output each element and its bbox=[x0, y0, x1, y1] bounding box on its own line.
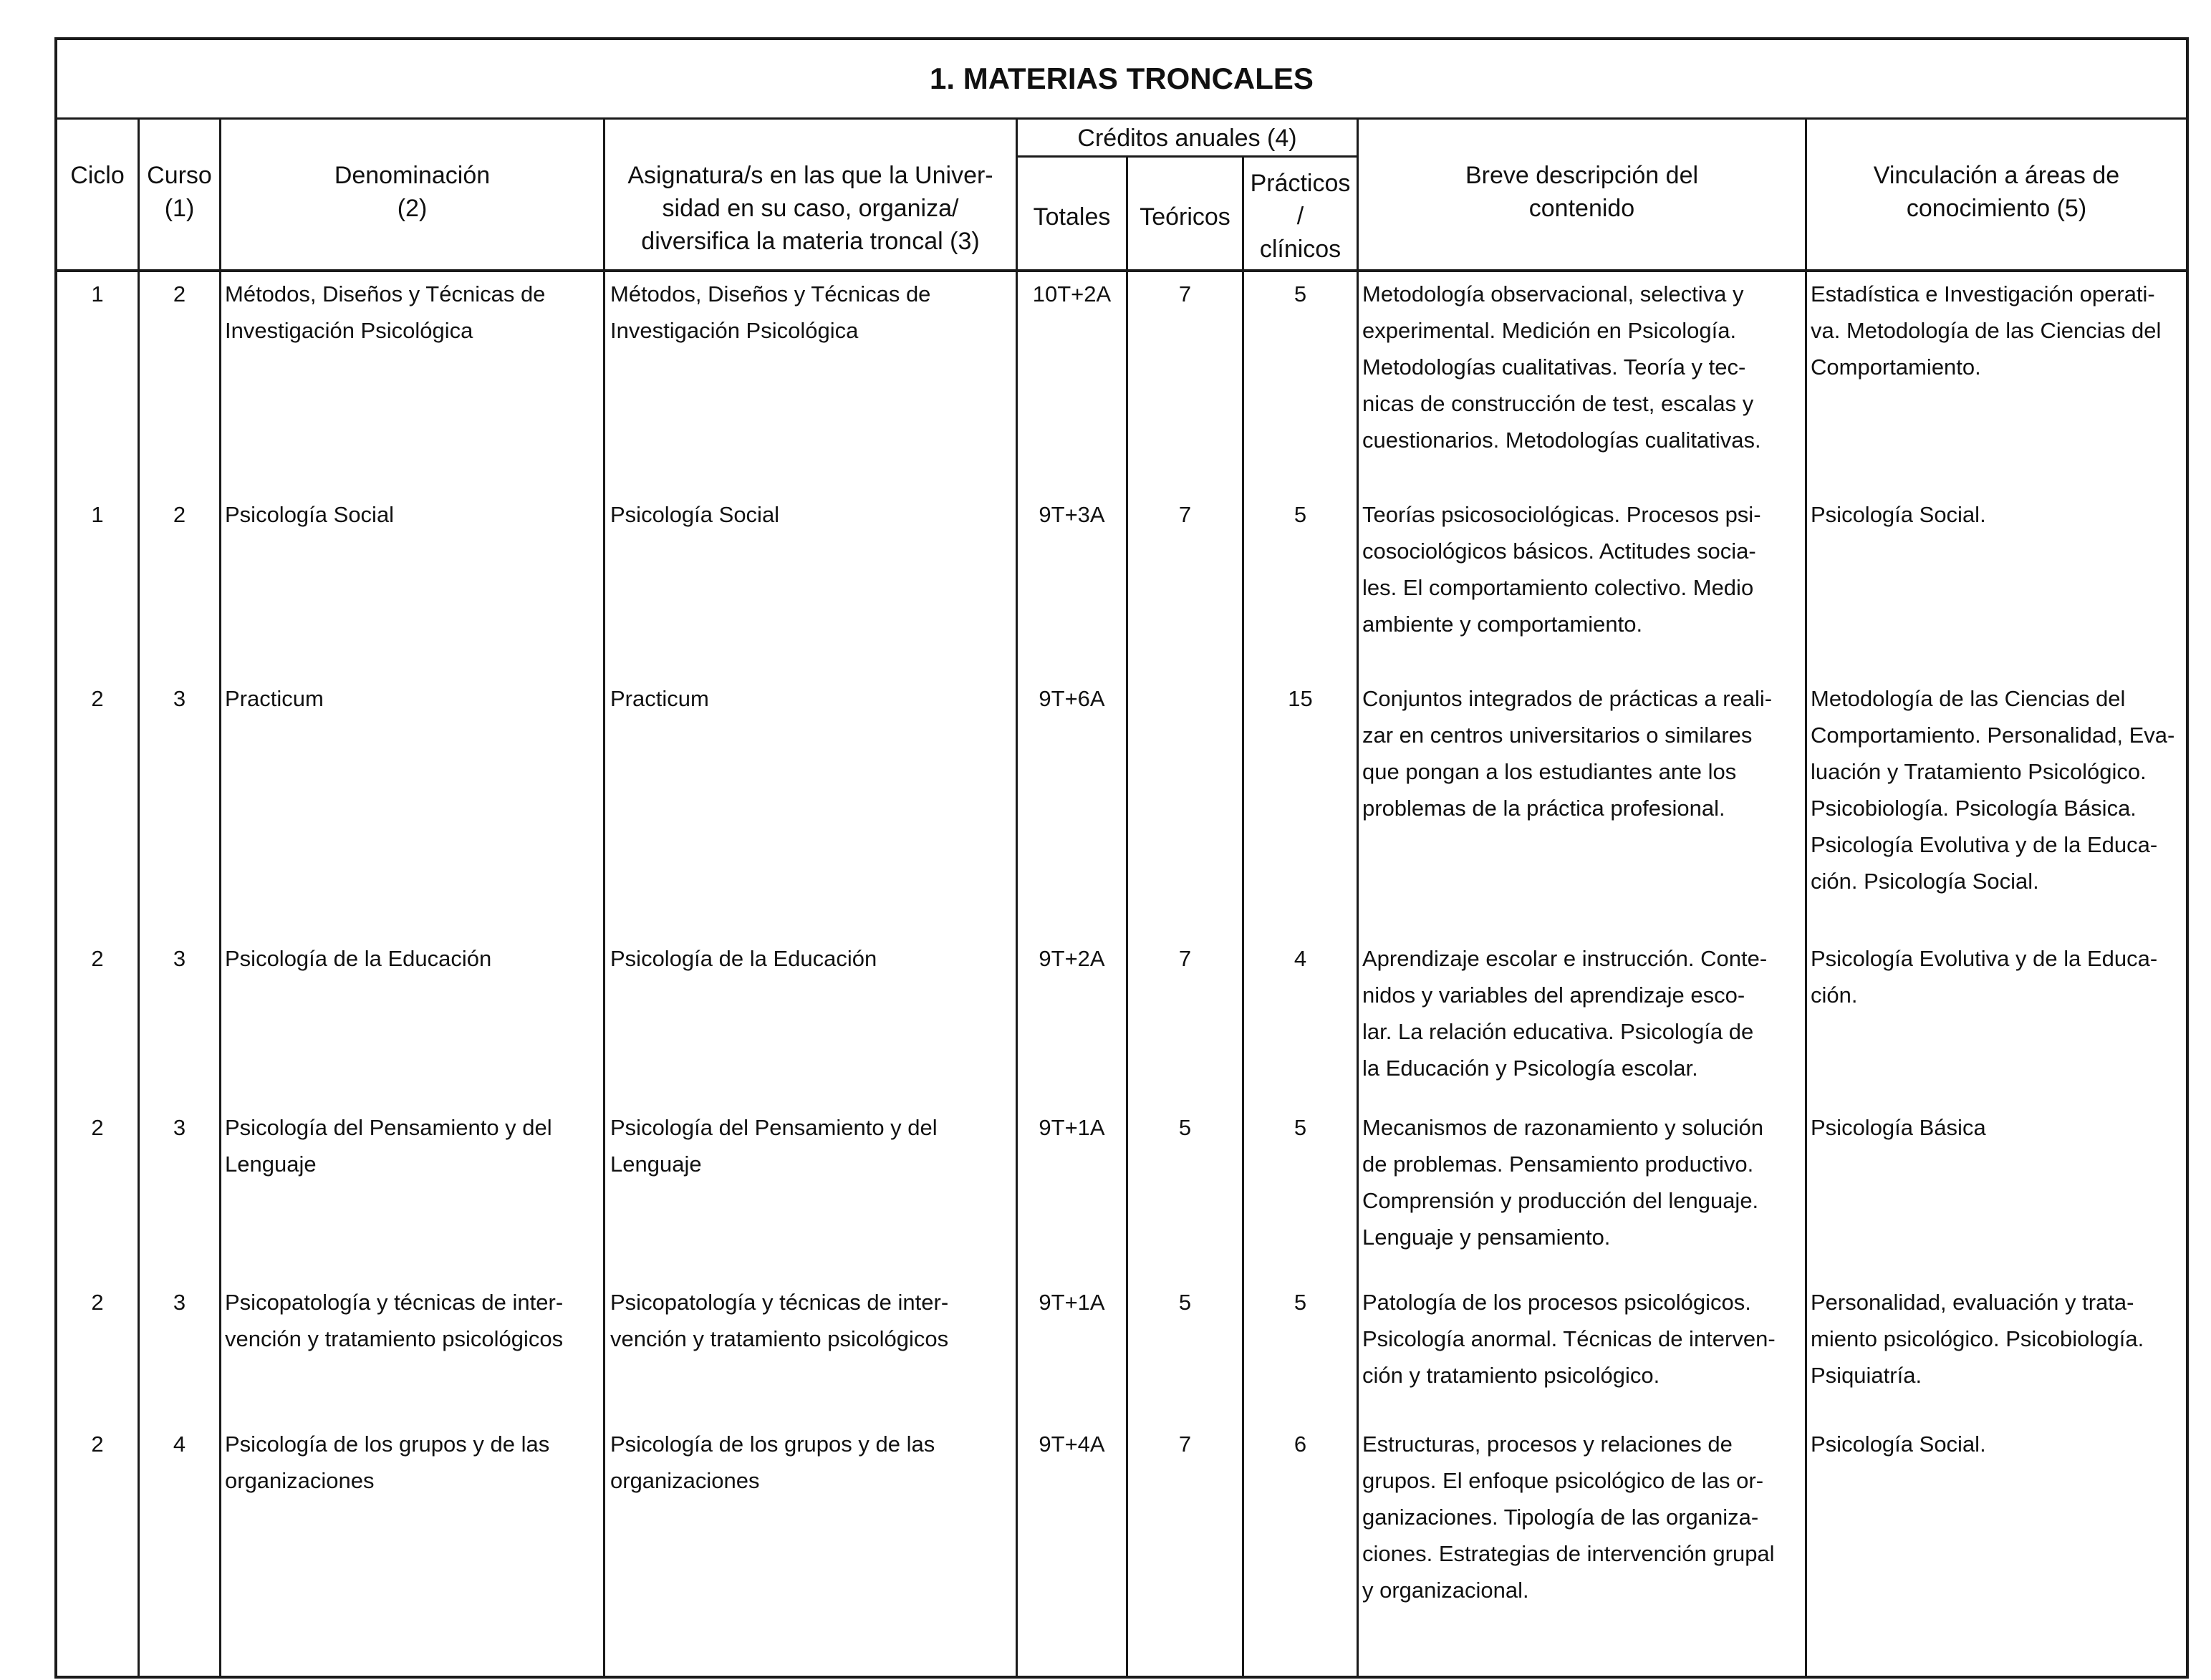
row1-teoricos: 7 bbox=[1178, 281, 1192, 306]
row7-vinculacion: Psicología Social. bbox=[1811, 1432, 1986, 1457]
row1-ciclo: 1 bbox=[91, 281, 104, 306]
row6-denominacion: Psicopatología y técnicas de inter- vención y tratamiento psicológicos bbox=[225, 1290, 564, 1351]
row6-teoricos: 5 bbox=[1178, 1290, 1192, 1315]
row3-totales: 9T+6A bbox=[1039, 686, 1105, 711]
header-creditos-anuales: Créditos anuales (4) bbox=[1077, 125, 1297, 152]
row5-denominacion: Psicología del Pensamiento y del Lenguaje bbox=[225, 1115, 552, 1177]
row7-denominacion: Psicología de los grupos y de las organizaciones bbox=[225, 1432, 550, 1493]
page-title: 1. MATERIAS TRONCALES bbox=[930, 62, 1314, 95]
row6-practicos: 5 bbox=[1294, 1290, 1307, 1315]
header-asignaturas: Asignatura/s en las que la Univer- sidad en su caso, organiza/ diversifica la materia troncal (3) bbox=[627, 162, 993, 255]
row4-curso: 3 bbox=[173, 946, 186, 971]
row2-practicos: 5 bbox=[1294, 502, 1307, 527]
row4-asignatura: Psicología de la Educación bbox=[610, 946, 877, 971]
row4-vinculacion: Psicología Evolutiva y de la Educa- ción. bbox=[1811, 946, 2158, 1008]
row7-teoricos: 7 bbox=[1178, 1432, 1192, 1457]
header-vinculacion: Vinculación a áreas de conocimiento (5) bbox=[1873, 162, 2120, 222]
row1-curso: 2 bbox=[173, 281, 186, 306]
row1-vinculacion: Estadística e Investigación operati- va. Metodología de las Ciencias del Comportamiento. bbox=[1811, 281, 2162, 380]
row5-ciclo: 2 bbox=[91, 1115, 104, 1140]
row2-ciclo: 1 bbox=[91, 502, 104, 527]
header-curso: Curso (1) bbox=[147, 162, 212, 222]
row5-practicos: 5 bbox=[1294, 1115, 1307, 1140]
row7-practicos: 6 bbox=[1294, 1432, 1307, 1457]
row4-practicos: 4 bbox=[1294, 946, 1307, 971]
row3-practicos: 15 bbox=[1288, 686, 1313, 711]
row2-vinculacion: Psicología Social. bbox=[1811, 502, 1986, 527]
row2-curso: 2 bbox=[173, 502, 186, 527]
row5-asignatura: Psicología del Pensamiento y del Lenguaje bbox=[610, 1115, 938, 1177]
row6-ciclo: 2 bbox=[91, 1290, 104, 1315]
table-border-bottom bbox=[54, 1676, 2189, 1679]
row4-denominacion: Psicología de la Educación bbox=[225, 946, 492, 971]
header-divider bbox=[54, 269, 2189, 272]
row4-totales: 9T+2A bbox=[1039, 946, 1105, 971]
col-divider-2 bbox=[219, 117, 221, 1677]
row6-curso: 3 bbox=[173, 1290, 186, 1315]
col-divider-8 bbox=[1805, 117, 1807, 1677]
row7-ciclo: 2 bbox=[91, 1432, 104, 1457]
table-border-right bbox=[2186, 37, 2189, 1677]
header-teoricos: Teóricos bbox=[1140, 203, 1230, 231]
col-divider-7 bbox=[1357, 117, 1359, 1677]
row7-curso: 4 bbox=[173, 1432, 186, 1457]
row3-ciclo: 2 bbox=[91, 686, 104, 711]
row6-descripcion: Patología de los procesos psicológicos. Psicología anormal. Técnicas de interven- ción y tratamiento psicológico. bbox=[1362, 1290, 1776, 1388]
header-practicos-clinicos: Prácticos / clínicos bbox=[1250, 170, 1351, 263]
row6-vinculacion: Personalidad, evaluación y trata- miento psicológico. Psicobiología. Psiquiatría. bbox=[1811, 1290, 2144, 1388]
row1-descripcion: Metodología observacional, selectiva y experimental. Medición en Psicología. Metodologías cualitativas. Teoría y tec- nicas de construcción de test, escalas y cuestionarios. Metodologías cualitativas. bbox=[1362, 281, 1761, 453]
title-divider bbox=[54, 117, 2189, 120]
row2-teoricos: 7 bbox=[1178, 502, 1192, 527]
row1-asignatura: Métodos, Diseños y Técnicas de Investigación Psicológica bbox=[610, 281, 931, 343]
row2-asignatura: Psicología Social bbox=[610, 502, 780, 527]
row1-denominacion: Métodos, Diseños y Técnicas de Investigación Psicológica bbox=[225, 281, 546, 343]
row5-teoricos: 5 bbox=[1178, 1115, 1192, 1140]
row4-teoricos: 7 bbox=[1178, 946, 1192, 971]
row4-ciclo: 2 bbox=[91, 946, 104, 971]
row3-descripcion: Conjuntos integrados de prácticas a reali- zar en centros universitarios o similares que pongan a los estudiantes ante los problemas de la práctica profesional. bbox=[1362, 686, 1773, 821]
table-border-top bbox=[54, 37, 2189, 40]
row3-vinculacion: Metodología de las Ciencias del Comportamiento. Personalidad, Eva- luación y Tratamiento Psicológico. Psicobiología. Psicología Básica. Psicología Evolutiva y de la Educa- ción. Psicología Social. bbox=[1811, 686, 2175, 894]
row1-practicos: 5 bbox=[1294, 281, 1307, 306]
row5-curso: 3 bbox=[173, 1115, 186, 1140]
header-denominacion: Denominación (2) bbox=[334, 162, 491, 222]
row2-denominacion: Psicología Social bbox=[225, 502, 395, 527]
creditos-subheader-divider bbox=[1017, 155, 1358, 158]
row3-curso: 3 bbox=[173, 686, 186, 711]
row7-asignatura: Psicología de los grupos y de las organizaciones bbox=[610, 1432, 935, 1493]
row2-descripcion: Teorías psicosociológicas. Procesos psi- cosociológicos básicos. Actitudes socia- les. El comportamiento colectivo. Medio ambiente y comportamiento. bbox=[1362, 502, 1761, 637]
row3-denominacion: Practicum bbox=[225, 686, 324, 711]
header-descripcion: Breve descripción del contenido bbox=[1465, 162, 1699, 222]
row4-descripcion: Aprendizaje escolar e instrucción. Conte- nidos y variables del aprendizaje esco- lar. La relación educativa. Psicología de la Educación y Psicología escolar. bbox=[1362, 946, 1768, 1081]
row1-totales: 10T+2A bbox=[1032, 281, 1112, 306]
row2-totales: 9T+3A bbox=[1039, 502, 1105, 527]
header-ciclo: Ciclo bbox=[70, 162, 125, 189]
row7-totales: 9T+4A bbox=[1039, 1432, 1105, 1457]
row5-totales: 9T+1A bbox=[1039, 1115, 1105, 1140]
row5-vinculacion: Psicología Básica bbox=[1811, 1115, 1986, 1140]
row3-asignatura: Practicum bbox=[610, 686, 709, 711]
row5-descripcion: Mecanismos de razonamiento y solución de problemas. Pensamiento productivo. Comprensión y producción del lenguaje. Lenguaje y pensamiento. bbox=[1362, 1115, 1763, 1250]
header-totales: Totales bbox=[1033, 203, 1111, 231]
row7-descripcion: Estructuras, procesos y relaciones de grupos. El enfoque psicológico de las or- ganizaciones. Tipología de las organiza- ciones. Estrategias de intervención grupal y organizacional. bbox=[1362, 1432, 1775, 1603]
row6-asignatura: Psicopatología y técnicas de inter- vención y tratamiento psicológicos bbox=[610, 1290, 949, 1351]
col-divider-3 bbox=[603, 117, 605, 1677]
row6-totales: 9T+1A bbox=[1039, 1290, 1105, 1315]
